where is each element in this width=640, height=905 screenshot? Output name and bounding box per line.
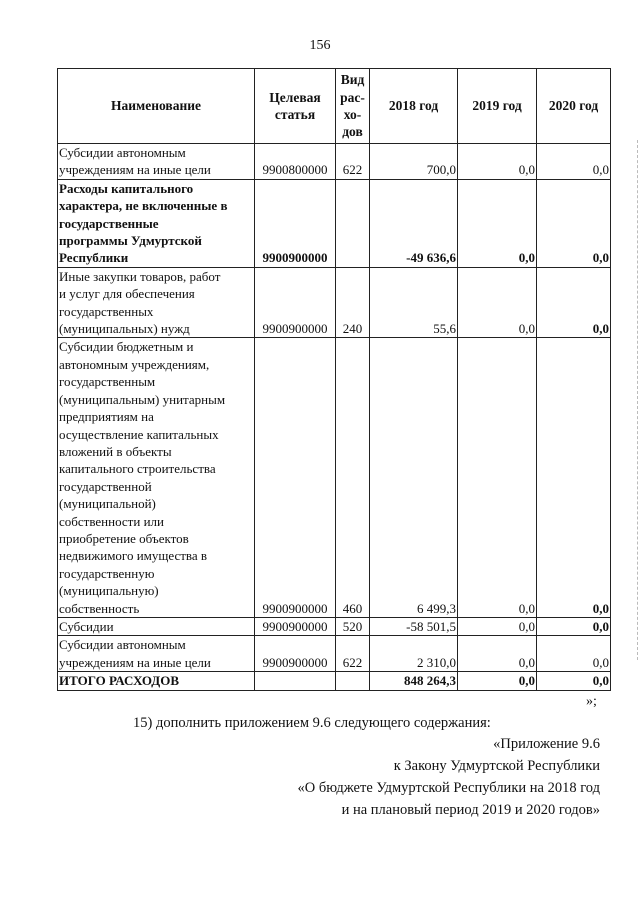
row-name-line: вложений в объекты [59,443,172,459]
row-name-line: учреждениям на иные цели [59,162,211,178]
row-code: 9900900000 [255,617,336,635]
appendix-heading-line: к Закону Удмуртской Республики [393,758,600,774]
row-name [58,338,255,618]
header-code: Целевая статья [255,69,336,144]
row-name-line: и услуг для обеспечения [59,286,195,302]
row-vid: 622 [336,144,370,180]
header-vid-line: рас- [340,89,365,105]
row-name-line: государственную [59,565,155,581]
table-row [58,338,611,618]
row-name-line: капитального строительства [59,461,216,477]
row-2019: 0,0 [458,617,537,635]
row-code: 9900900000 [255,179,336,267]
row-name-line: государственным [59,374,156,390]
amendment-text: 15) дополнить приложением 9.6 следующего содержания: [133,715,491,731]
row-name-line: программы Удмуртской [59,233,202,249]
row-2019: 0,0 [458,338,537,618]
row-2018: 2 310,0 [370,636,458,672]
row-vid [336,672,370,690]
page-number: 156 [309,38,331,53]
row-code: 9900900000 [255,636,336,672]
row-vid [336,179,370,267]
row-name [58,672,255,690]
row-name-line: Иные закупки товаров, работ [59,268,221,284]
row-name-line: Республики [59,250,129,266]
row-name [58,144,255,180]
header-2020: 2020 год [537,69,611,144]
row-name-line: учреждениям на иные цели [59,654,211,670]
row-vid: 240 [336,267,370,338]
table-row [58,267,611,338]
row-name-line: Субсидии автономным [59,145,186,160]
row-name-line: Расходы капитального [59,180,194,196]
appendix-heading-line: и на плановый период 2019 и 2020 годов» [341,802,600,818]
row-vid: 460 [336,338,370,618]
row-name-line: (муниципальную) [59,583,159,599]
row-2020: 0,0 [537,144,611,180]
row-name-line: предприятиям на [59,409,154,425]
header-name: Наименование [58,69,255,144]
row-name [58,179,255,267]
row-name-line: (муниципальной) [59,496,156,512]
row-2018: 55,6 [370,267,458,338]
row-name-line: автономным учреждениям, [59,356,210,372]
row-vid: 622 [336,636,370,672]
row-name-line: характера, не включенные в [59,198,228,214]
header-vid-line: дов [342,124,363,140]
row-vid: 520 [336,617,370,635]
row-code: 9900800000 [255,144,336,180]
closing-quote-mark: »; [586,694,597,709]
row-name-line: Субсидии бюджетным и [59,339,194,355]
row-name-line: государственные [59,215,159,231]
header-2019: 2019 год [458,69,537,144]
table-row [58,617,611,635]
header-vid-line: Вид [340,72,365,88]
row-2020: 0,0 [537,672,611,690]
header-vid-line: хо- [343,107,362,122]
appendix-heading-line: «О бюджете Удмуртской Республики на 2018 год [297,780,600,796]
row-2019: 0,0 [458,144,537,180]
table-row [58,636,611,672]
table-header-row [58,69,611,144]
row-2018: -58 501,5 [370,617,458,635]
row-2019: 0,0 [458,636,537,672]
budget-table [57,68,611,691]
row-2018: 6 499,3 [370,338,458,618]
row-name-line: недвижимого имущества в [59,548,208,564]
row-name-line: ИТОГО РАСХОДОВ [59,673,180,689]
row-2020: 0,0 [537,338,611,618]
row-name [58,636,255,672]
row-2020: 0,0 [537,636,611,672]
row-name-line: (муниципальных) нужд [59,321,190,337]
row-2020: 0,0 [537,267,611,338]
row-2020: 0,0 [537,617,611,635]
row-name-line: собственности или [59,513,164,529]
row-2018: 700,0 [370,144,458,180]
row-2018: 848 264,3 [370,672,458,690]
row-2018: -49 636,6 [370,179,458,267]
row-code: 9900900000 [255,267,336,338]
scan-margin-line [636,140,638,660]
row-name-line: Субсидии автономным [59,637,186,653]
row-name-line: собственность [59,600,140,616]
row-2020: 0,0 [537,179,611,267]
row-name-line: (муниципальным) унитарным [59,391,226,407]
row-name [58,617,255,635]
row-name-line: государственной [59,478,152,494]
table-row [58,179,611,267]
header-vid [336,69,370,144]
table-row [58,144,611,180]
row-name-line: государственных [59,303,154,319]
row-name-line: осуществление капитальных [59,426,219,442]
row-code [255,672,336,690]
row-code: 9900900000 [255,338,336,618]
row-2019: 0,0 [458,179,537,267]
row-2019: 0,0 [458,267,537,338]
row-name-line: Субсидии [59,618,114,634]
header-2018: 2018 год [370,69,458,144]
appendix-heading-line: «Приложение 9.6 [493,736,600,752]
row-2019: 0,0 [458,672,537,690]
row-name [58,267,255,338]
row-name-line: приобретение объектов [59,530,189,546]
table-row-total [58,672,611,690]
